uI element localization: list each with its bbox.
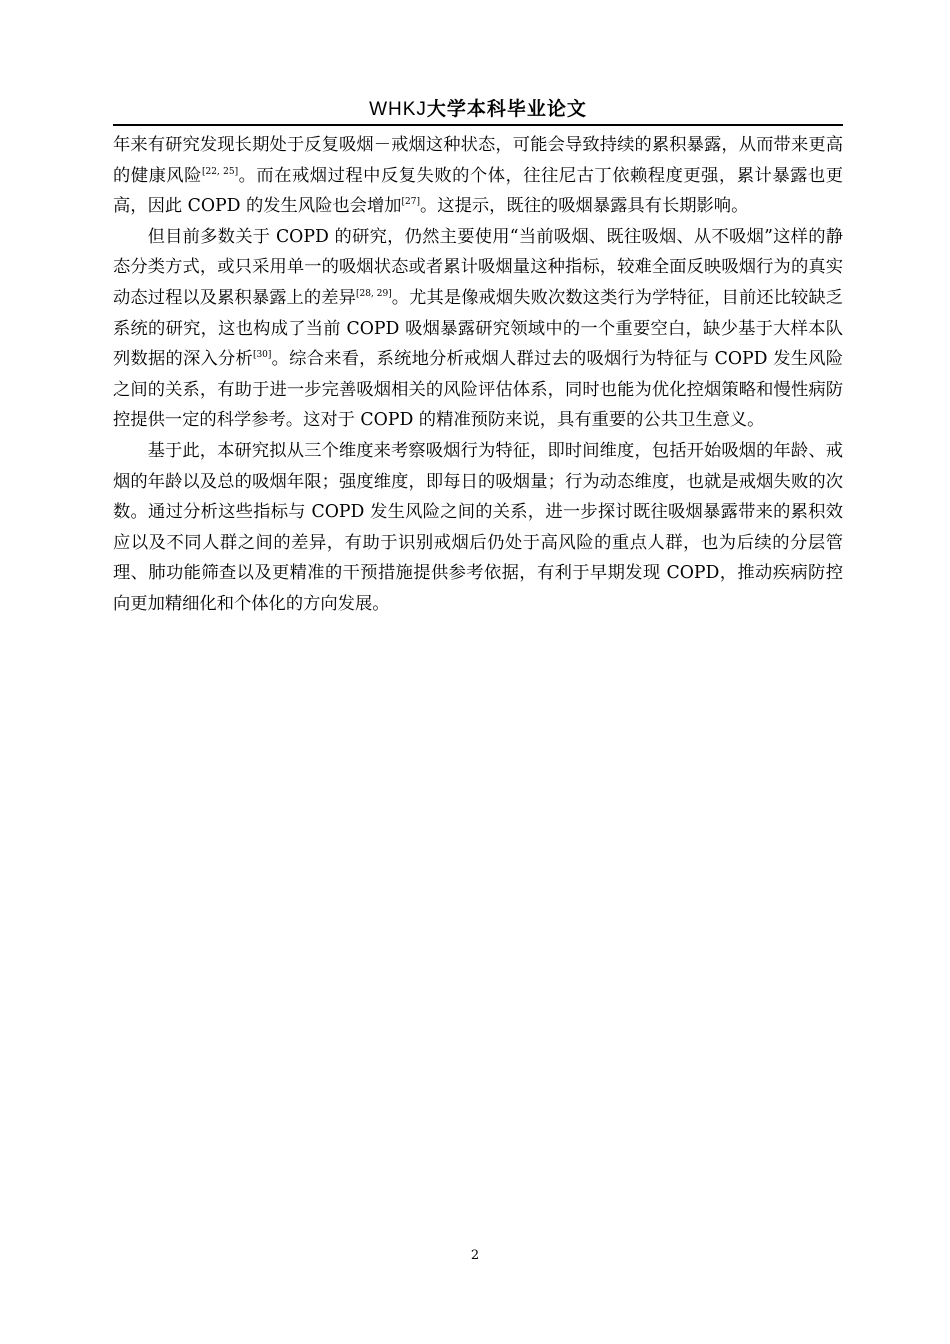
body-text: [113, 130, 843, 620]
paragraph-text: 。尤其是像戒烟失败次数这类行为学特征，目前还比较缺乏系统的研究，这也构成了当前 COPD 吸烟暴露研究领域中的一个重要空白，缺少基于大样本队列数据的深入分析: [113, 287, 843, 370]
paragraph-text: 基于此，本研究拟从三个维度来考察吸烟行为特征，即时间维度，包括开始吸烟的年龄、戒烟的年龄以及总的吸烟年限；强度维度，即每日的吸烟量；行为动态维度，也就是戒烟失败的次数。通过分析这些指标与 COPD 发生风险之间的关系，进一步探讨既往吸烟暴露带来的累积效应以及不同人群之间的差异，有助于识别戒烟后仍处于高风险的重点人群，也为后续的分层管理、肺功能筛查以及更精准的干预措施提供参考依据，有利于早期发现 COPD，推动疾病防控向更加精细化和个体化的方向发展。: [113, 440, 843, 614]
header-code: WHKJ: [369, 99, 427, 120]
page-number: 2: [470, 1248, 480, 1263]
paragraph-text: 。综合来看，系统地分析戒烟人群过去的吸烟行为特征与 COPD 发生风险之间的关系，有助于进一步完善吸烟相关的风险评估体系，同时也能为优化控烟策略和慢性病防控提供一定的科学参考。这对于 COPD 的精准预防来说，具有重要的公共卫生意义。: [113, 349, 843, 431]
citation: [28, 29]: [355, 288, 392, 299]
paragraph-2: [113, 222, 843, 436]
paragraph-text: 。而在戒烟过程中反复失败的个体，往往尼古丁依赖程度更强，累计暴露也更高，因此 COPD 的发生风险也会增加: [113, 165, 843, 217]
paragraph-3: [113, 436, 843, 620]
header-rule: [113, 124, 843, 126]
citation: [27]: [401, 197, 421, 208]
paragraph-text: 年来有研究发现长期处于反复吸烟－戒烟这种状态，可能会导致持续的累积暴露，从而带来更高的健康风险: [113, 135, 843, 186]
paragraph-text: 。这提示，既往的吸烟暴露具有长期影响。: [420, 196, 749, 217]
paragraph-text: 但目前多数关于 COPD 的研究，仍然主要使用“当前吸烟、既往吸烟、从不吸烟”这样的静态分类方式，或只采用单一的吸烟状态或者累计吸烟量这种指标，较难全面反映吸烟行为的真实动态过程以及累积暴露上的差异: [113, 226, 843, 308]
citation: [22, 25]: [201, 166, 239, 177]
header-title: 大学本科毕业论文: [426, 98, 587, 120]
page-header: [113, 96, 843, 123]
citation: [30]: [252, 350, 272, 361]
paragraph-1: [113, 130, 843, 222]
